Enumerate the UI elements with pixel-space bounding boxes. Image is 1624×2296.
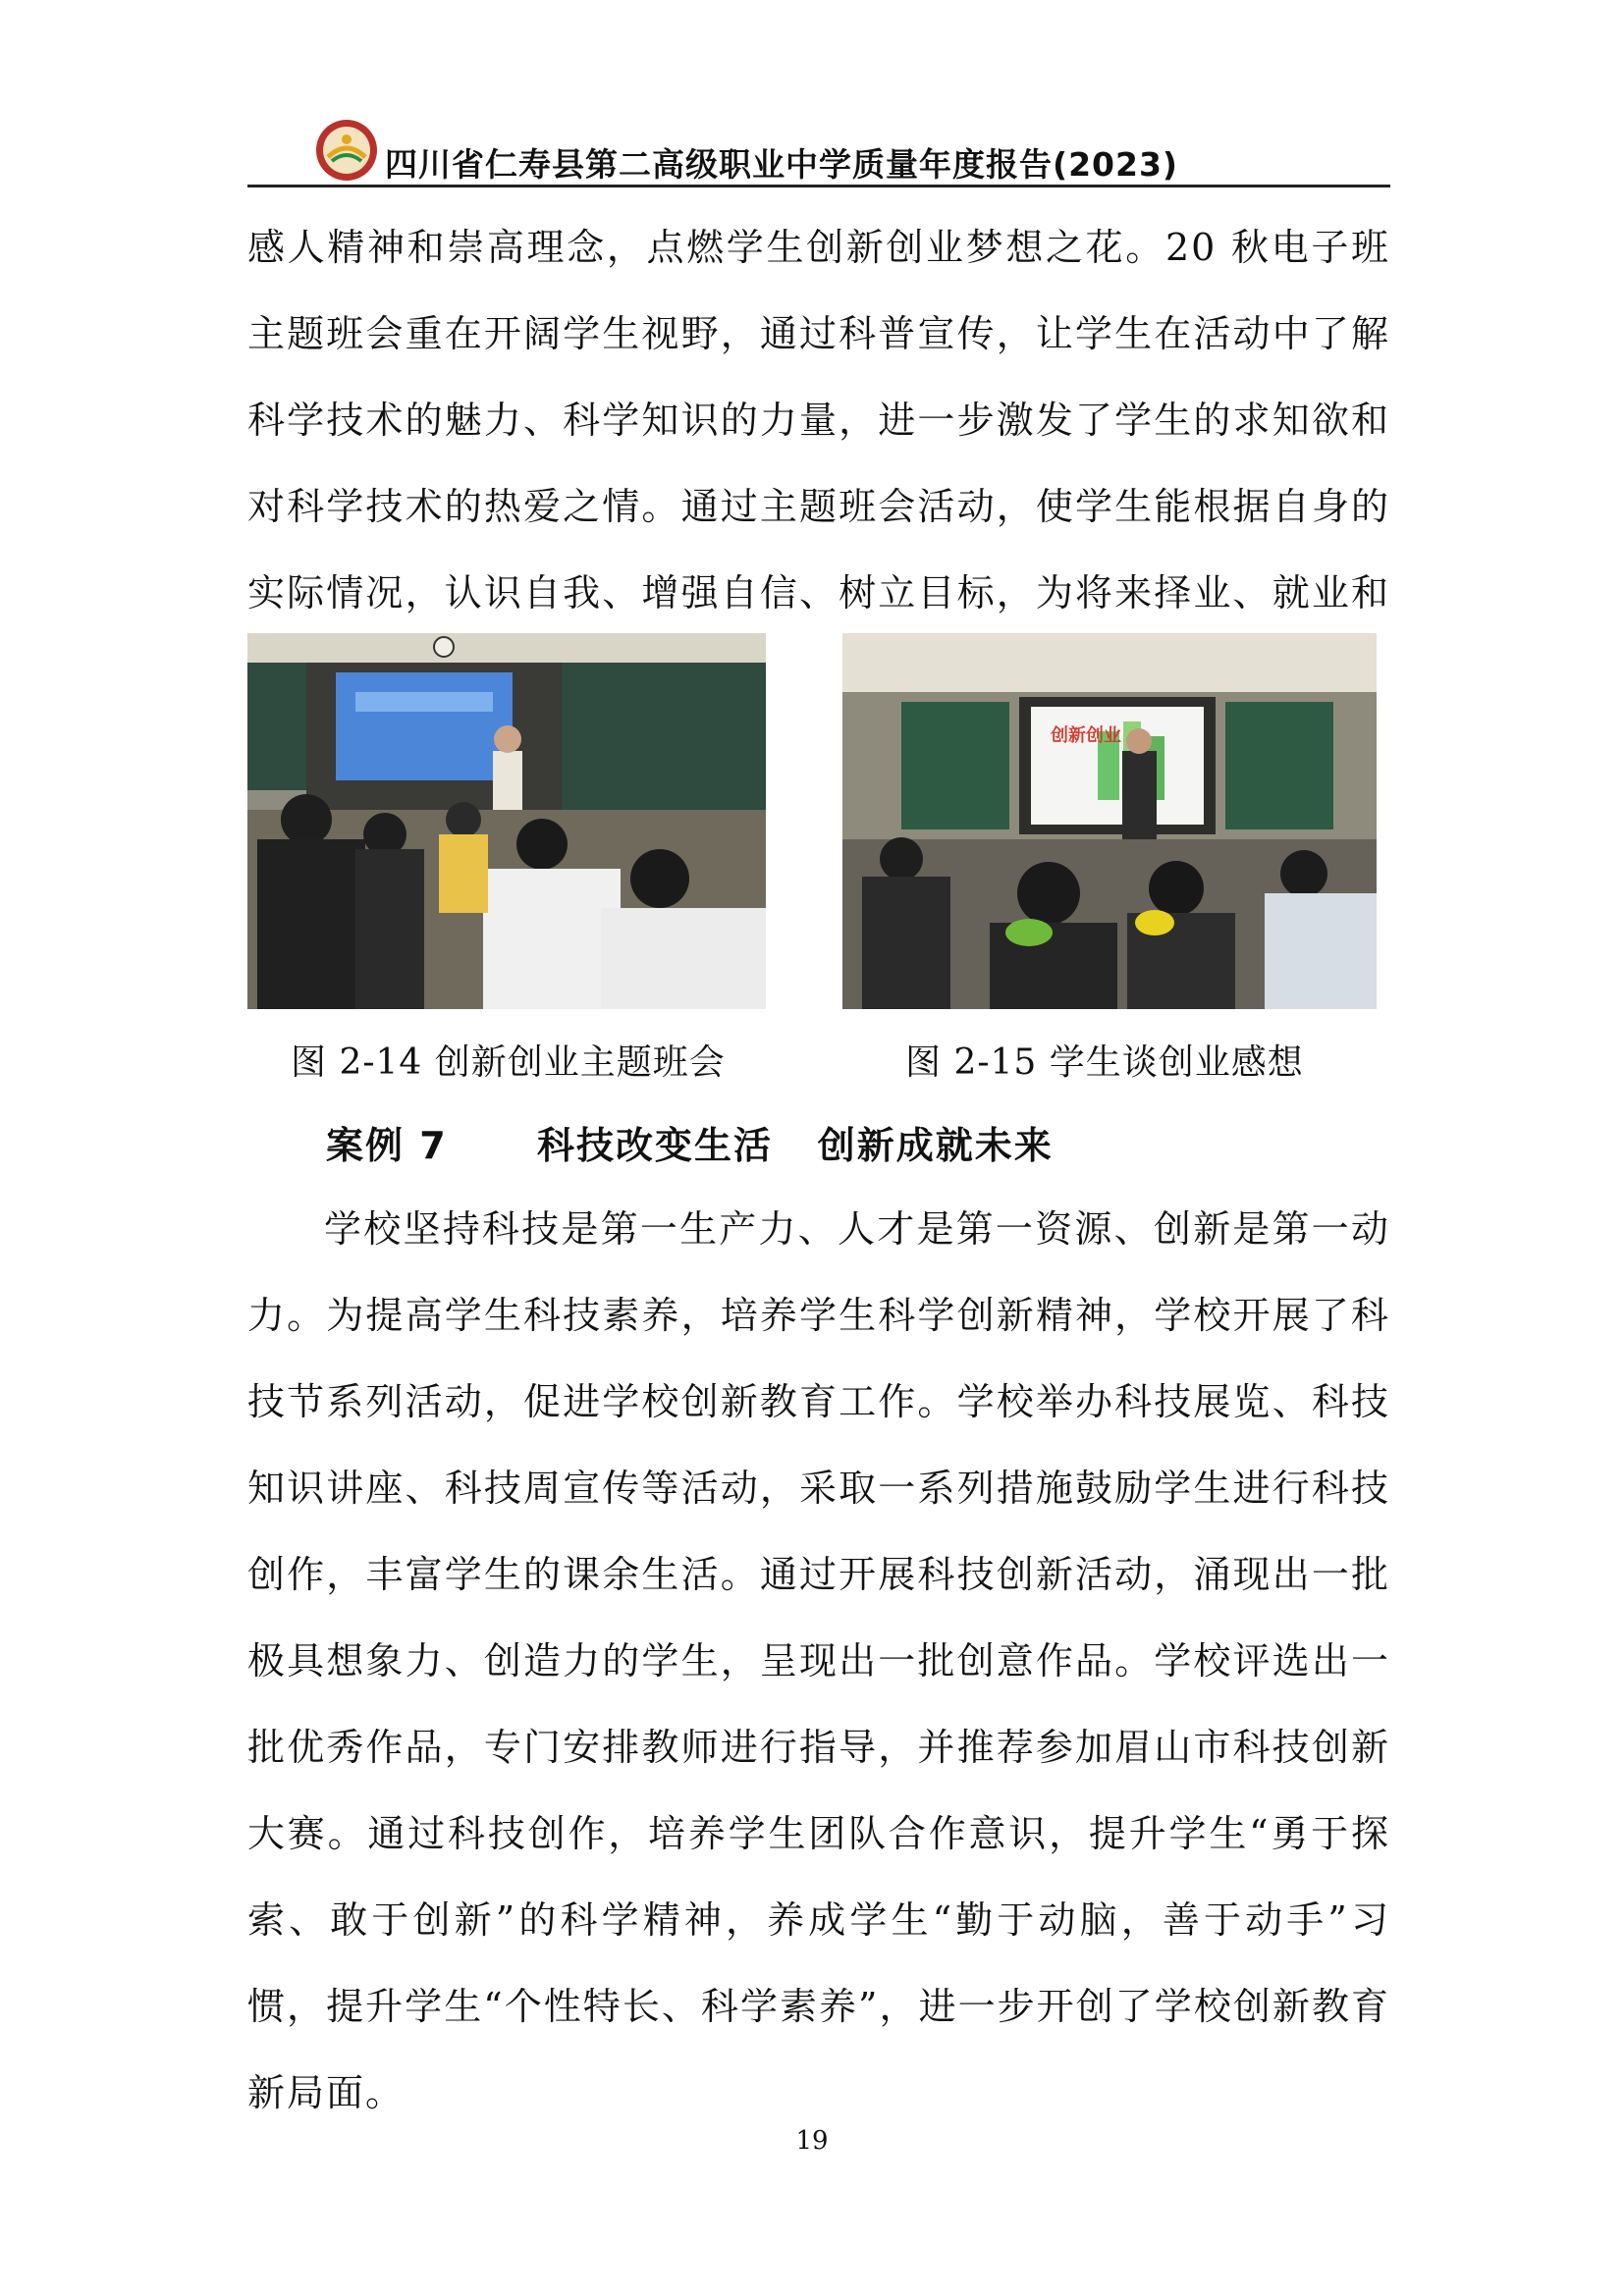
figure-caption-2-14: 图 2-14 创新创业主题班会 (291, 1042, 726, 1083)
screen-title-text: 创新创业 (1051, 725, 1121, 746)
classroom-photo-student (842, 633, 1377, 1009)
page-header (247, 118, 1390, 187)
paragraph-case-body: 学校坚持科技是第一生产力、人才是第一资源、创新是第一动力。为提高学生科技素养，培养学生科学创新精神，学校开展了科技节系列活动，促进学校创新教育工作。学校举办科技展览、科技知识讲座、科技周宣传等活动，采取一系列措施鼓励学生进行科技创作，丰富学生的课余生活。通过开展科技创新活动，涌现出一批极具想象力、创造力的学生，呈现出一批创意作品。学校评选出一批优秀作品，专门安排教师进行指导，并推荐参加眉山市科技创新大赛。通过科技创作，培养学生团队合作意识，提升学生“勇于探索、敢于创新”的科学精神，养成学生“勤于动脑，善于动手”习惯，提升学生“个性特长、科学素养”，进一步开创了学校创新教育新局面。 (247, 1207, 1390, 2114)
paragraph-intro: 感人精神和崇高理念，点燃学生创新创业梦想之花。20 秋电子班主题班会重在开阔学生视野，通过科普宣传，让学生在活动中了解科学技术的魅力、科学知识的力量，进一步激发了学生的求知欲和对科学技术的热爱之情。通过主题班会活动，使学生能根据自身的实际情况，认识自我、增强自信、树立目标，为将来择业、就业和 (247, 226, 1390, 614)
case-heading: 案例 7 科技改变生活 创新成就未来 (326, 1124, 1054, 1167)
classroom-photo-teacher (247, 633, 766, 1009)
header-divider (247, 185, 1390, 187)
report-title: 四川省仁寿县第二高级职业中学质量年度报告(2023) (385, 145, 1179, 184)
figure-caption-2-15: 图 2-15 学生谈创业感想 (905, 1042, 1304, 1083)
school-logo-icon (314, 118, 379, 183)
page-number: 19 (795, 2126, 829, 2156)
